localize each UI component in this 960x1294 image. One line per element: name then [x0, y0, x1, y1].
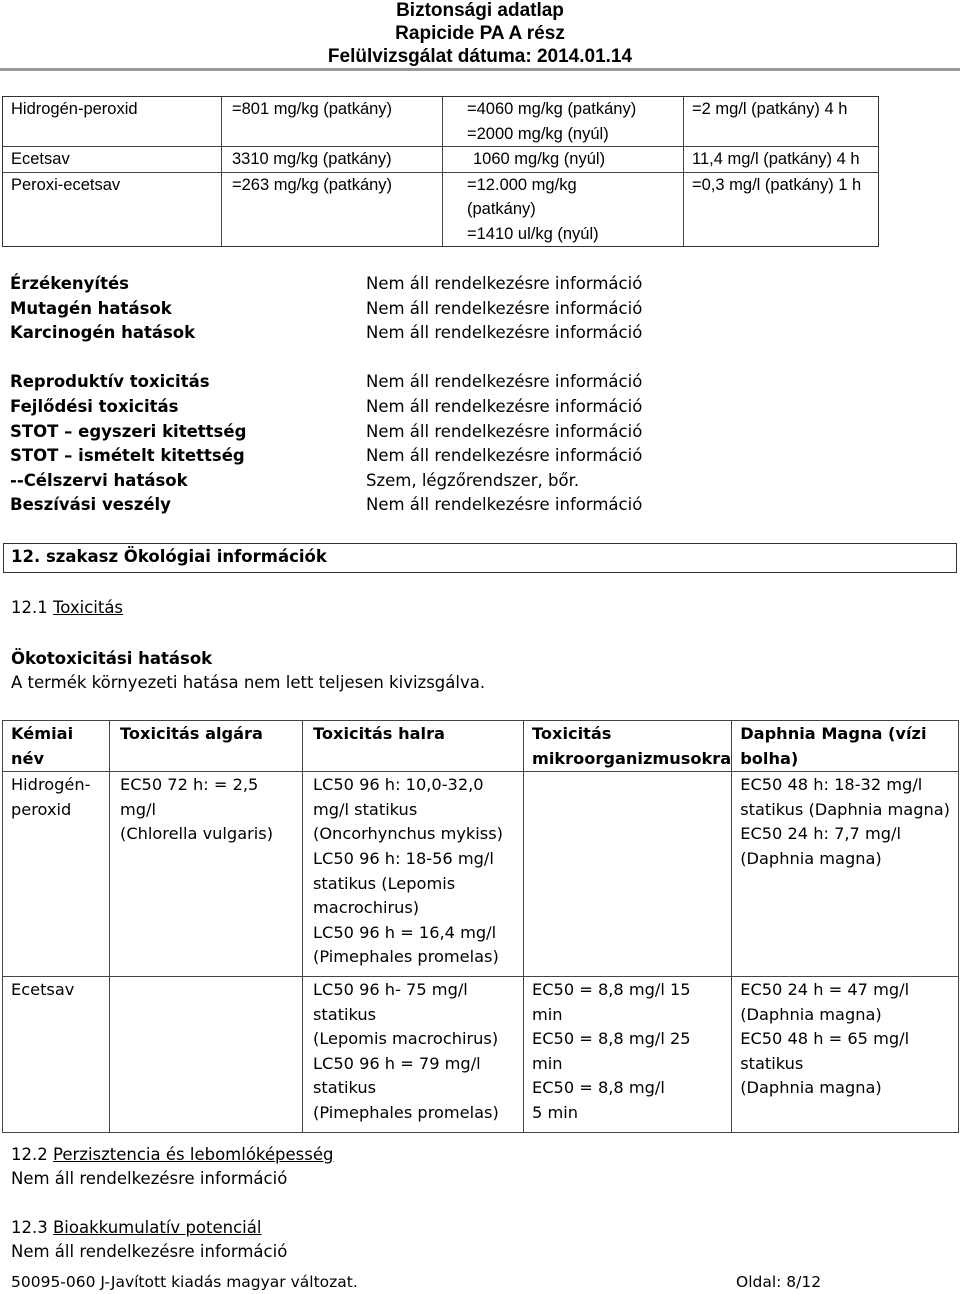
property-row — [10, 395, 642, 420]
substance-name: Hidrogén-peroxid — [3, 97, 222, 147]
property-value: Nem áll rendelkezésre információ — [366, 274, 643, 293]
eco-cell-algae — [110, 772, 303, 977]
property-value: Nem áll rendelkezésre információ — [366, 298, 643, 318]
eco-table-header — [3, 721, 959, 772]
property-label: STOT – ismételt kitettség — [10, 446, 245, 466]
subsection-12-3-number: 12.3 — [11, 1218, 53, 1237]
eco-cell-line: 5 min — [532, 1102, 578, 1122]
oral-ld50: =263 mg/kg (patkány) — [222, 172, 443, 247]
dermal-ld50 — [443, 172, 684, 247]
eco-cell-line: (Pimephales promelas) — [313, 947, 499, 967]
eco-cell-fish — [303, 976, 524, 1132]
property-label: Mutagén hatások — [10, 298, 172, 318]
eco-cell-line: min — [532, 1004, 563, 1024]
section-12-title: 12. szakasz Ökológiai információk — [11, 547, 327, 566]
eco-cell-content — [313, 772, 523, 976]
eco-table-row — [3, 976, 959, 1132]
eco-cell-line: EC50 48 h: 18-32 mg/l — [740, 775, 923, 795]
eco-cell-content — [532, 977, 731, 1132]
eco-cell-line: (Lepomis macrochirus) — [313, 1029, 499, 1049]
oral-ld50: =801 mg/kg (patkány) — [222, 97, 443, 147]
property-row — [10, 469, 642, 494]
document-version: 50095-060 J-Javított kiadás magyar változat. — [11, 1273, 358, 1291]
property-label: Érzékenyítés — [10, 274, 129, 293]
eco-cell-line: LC50 96 h: 18-56 mg/l — [313, 848, 494, 868]
subsection-12-3-title: Bioakkumulatív potenciál — [52, 1218, 262, 1237]
subsection-12-2 — [11, 1143, 333, 1168]
property-row — [10, 272, 642, 297]
revision-date: Felülvizsgálat dátuma: 2014.01.14 — [327, 46, 633, 67]
eco-cell-fish — [303, 772, 524, 977]
eco-cell-line: (Daphnia magna) — [740, 1004, 882, 1024]
section-12-heading — [3, 543, 957, 573]
acute-toxicity-row — [3, 147, 879, 173]
eco-cell-line: LC50 96 h- 75 mg/l — [313, 979, 468, 999]
dermal-ld50 — [443, 97, 684, 147]
eco-cell-line: LC50 96 h = 16,4 mg/l — [313, 922, 497, 942]
eco-cell-micro — [524, 772, 732, 977]
eco-cell-content — [11, 772, 109, 828]
property-value: Nem áll rendelkezésre információ — [366, 372, 643, 392]
eco-cell-line: EC50 = 8,8 mg/l 15 — [532, 979, 691, 999]
page-footer — [11, 1271, 951, 1293]
eco-cell-line: (Chlorella vulgaris) — [120, 824, 274, 844]
eco-cell-line: EC50 48 h = 65 mg/l — [740, 1029, 910, 1049]
eco-table-row — [3, 772, 959, 977]
acute-toxicity-row — [3, 172, 879, 247]
eco-cell-line: min — [532, 1053, 563, 1073]
eco-cell-content — [313, 977, 523, 1132]
acute-toxicity-row — [3, 97, 879, 147]
subsection-12-1-number: 12.1 — [11, 598, 53, 617]
eco-header-line: név — [11, 748, 45, 768]
eco-header-line: Toxicitás algára — [120, 724, 263, 743]
property-label: Beszívási veszély — [10, 495, 171, 515]
eco-header-cell — [3, 721, 110, 772]
eco-cell-line: EC50 72 h: = 2,5 — [120, 775, 259, 795]
inhalation-lc50: 11,4 mg/l (patkány) 4 h — [684, 147, 879, 173]
eco-cell-line: (Daphnia magna) — [740, 848, 882, 868]
inhalation-lc50: =0,3 mg/l (patkány) 1 h — [684, 172, 879, 247]
eco-cell-line: statikus (Lepomis — [313, 873, 456, 893]
property-label: STOT – egyszeri kitettség — [10, 421, 247, 441]
property-value: Nem áll rendelkezésre információ — [366, 421, 643, 441]
subsection-12-2-title: Perzisztencia és lebomlóképesség — [52, 1145, 334, 1164]
eco-cell-line: statikus — [313, 1004, 377, 1024]
eco-cell-content — [532, 772, 731, 779]
ecotoxicity-table — [2, 720, 959, 1133]
property-row — [10, 297, 642, 322]
eco-cell-name — [3, 772, 110, 977]
eco-cell-line: (Pimephales promelas) — [313, 1102, 499, 1122]
eco-cell-line: (Daphnia magna) — [740, 1078, 882, 1098]
eco-cell-line: EC50 = 8,8 mg/l 25 — [532, 1029, 691, 1049]
eco-header-cell — [732, 721, 959, 772]
eco-heading: Ökotoxicitási hatások — [11, 649, 213, 668]
property-label: --Célszervi hatások — [10, 470, 188, 490]
eco-cell-daphnia — [732, 772, 959, 977]
product-name: Rapicide PA A rész — [395, 23, 565, 44]
property-value: Nem áll rendelkezésre információ — [366, 323, 643, 343]
header-divider — [0, 68, 960, 71]
eco-cell-line: statikus (Daphnia magna) — [740, 799, 950, 819]
oral-ld50: 3310 mg/kg (patkány) — [222, 147, 443, 173]
eco-cell-line: EC50 = 8,8 mg/l — [532, 1078, 665, 1098]
property-value: Nem áll rendelkezésre információ — [366, 495, 643, 515]
eco-header-cell — [110, 721, 303, 772]
property-row — [10, 321, 642, 346]
eco-header-line: Daphnia Magna (vízi — [740, 724, 927, 743]
subsection-12-3-text: Nem áll rendelkezésre információ — [11, 1242, 288, 1261]
eco-cell-line: macrochirus) — [313, 898, 420, 918]
dermal-ld50-line: 1060 mg/kg (nyúl) — [473, 150, 606, 168]
eco-cell-line: LC50 96 h: 10,0-32,0 — [313, 775, 484, 795]
property-row — [10, 370, 642, 395]
subsection-12-2-number: 12.2 — [11, 1145, 53, 1164]
property-label: Fejlődési toxicitás — [10, 396, 179, 416]
eco-header-line: bolha) — [740, 748, 799, 768]
eco-cell-content — [11, 977, 109, 1009]
property-row — [10, 444, 642, 469]
eco-cell-line: mg/l — [120, 799, 156, 819]
eco-cell-line: statikus — [313, 1078, 377, 1098]
eco-cell-content — [740, 977, 958, 1107]
document-header — [0, 0, 960, 70]
property-value: Szem, légzőrendszer, bőr. — [366, 470, 580, 490]
eco-cell-line: Hidrogén- — [11, 775, 91, 795]
acute-toxicity-table — [2, 96, 879, 247]
inhalation-lc50: =2 mg/l (patkány) 4 h — [684, 97, 879, 147]
eco-cell-algae — [110, 976, 303, 1132]
property-value: Nem áll rendelkezésre információ — [366, 446, 643, 466]
eco-cell-line: EC50 24 h: 7,7 mg/l — [740, 824, 901, 844]
eco-cell-line: (Oncorhynchus mykiss) — [313, 824, 503, 844]
property-label: Reproduktív toxicitás — [10, 372, 210, 392]
eco-cell-line: EC50 24 h = 47 mg/l — [740, 979, 910, 999]
dermal-ld50-line: =2000 mg/kg (nyúl) — [467, 124, 609, 143]
dermal-ld50-line: =1410 ul/kg (nyúl) — [467, 224, 599, 243]
property-value: Nem áll rendelkezésre információ — [366, 396, 643, 416]
eco-header-line: Toxicitás halra — [313, 724, 445, 743]
property-row — [10, 493, 642, 518]
eco-cell-micro — [524, 976, 732, 1132]
substance-name: Peroxi-ecetsav — [3, 172, 222, 247]
eco-cell-content — [120, 772, 302, 853]
eco-cell-content — [120, 977, 302, 984]
eco-cell-name — [3, 976, 110, 1132]
property-label: Karcinogén hatások — [10, 323, 196, 343]
eco-cell-line: peroxid — [11, 799, 72, 819]
eco-cell-line: mg/l statikus — [313, 799, 418, 819]
subsection-12-1-title: Toxicitás — [52, 598, 124, 617]
eco-header-line: Kémiai — [11, 724, 74, 743]
eco-cell-line: Ecetsav — [11, 979, 75, 999]
eco-cell-content — [740, 772, 958, 877]
eco-header-line: mikroorganizmusokra — [532, 748, 732, 768]
document-title: Biztonsági adatlap — [396, 0, 564, 21]
page-number: Oldal: 8/12 — [736, 1273, 822, 1291]
subsection-12-1 — [11, 596, 123, 621]
dermal-ld50-line: =4060 mg/kg (patkány) — [467, 100, 637, 118]
eco-header-line: Toxicitás — [532, 724, 612, 743]
subsection-12-3 — [11, 1216, 261, 1241]
eco-cell-line: LC50 96 h = 79 mg/l — [313, 1053, 481, 1073]
eco-cell-daphnia — [732, 976, 959, 1132]
property-row — [10, 420, 642, 445]
substance-name: Ecetsav — [3, 147, 222, 173]
eco-header-cell — [303, 721, 524, 772]
dermal-ld50-line: =12.000 mg/kg — [467, 175, 577, 194]
eco-note: A termék környezeti hatása nem lett teljesen kivizsgálva. — [11, 673, 486, 692]
toxicological-properties — [10, 272, 642, 518]
dermal-ld50 — [443, 147, 684, 173]
eco-header-cell — [524, 721, 732, 772]
dermal-ld50-line: (patkány) — [467, 200, 536, 218]
subsection-12-2-text: Nem áll rendelkezésre információ — [11, 1169, 288, 1188]
eco-cell-line: statikus — [740, 1053, 804, 1073]
